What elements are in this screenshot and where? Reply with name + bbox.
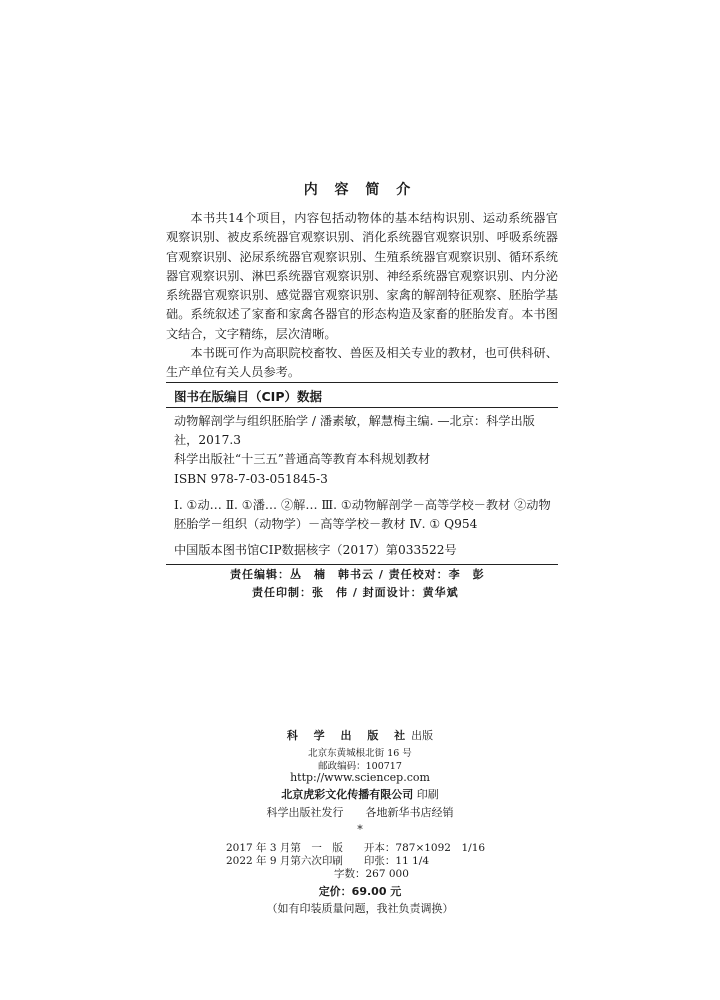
publisher-address: 北京东黄城根北街 16 号: [308, 748, 412, 759]
publisher-line: [0, 727, 720, 743]
cip-title: 图书在版编目（CIP）数据: [174, 389, 322, 404]
publisher-postcode: 邮政编码：100717: [318, 761, 402, 772]
credits-editors: 责任编辑：丛 楠 韩书云 / 责任校对：李 彭: [230, 568, 485, 581]
word-count: 字数：267 000: [334, 868, 409, 880]
cip-classification: Ⅰ. ①动… Ⅱ. ①潘… ②解… Ⅲ. ①动物解剖学－高等学校－教材 ②动物胚胎学－组织（动物学）－高等学校－教材 Ⅳ. ① Q954: [174, 498, 551, 531]
printer-line: [0, 786, 720, 802]
publisher-url: http://www.sciencep.com: [290, 771, 430, 784]
printer-role: 印刷: [416, 788, 439, 801]
distribution-line: 科学出版社发行 各地新华书店经销: [266, 806, 454, 819]
cip-isbn: ISBN 978-7-03-051845-3: [174, 472, 328, 486]
summary-text: [166, 209, 558, 383]
edition-line: 2017 年 3 月第 一 版 开本：787×1092 1/16: [226, 842, 486, 854]
credits-production: 责任印制：张 伟 / 封面设计：黄华斌: [252, 586, 459, 599]
cip-title-responsibility: 动物解剖学与组织胚胎学 / 潘素敏，解慧梅主编. —北京：科学出版社，2017.3: [174, 414, 535, 447]
summary-paragraph-1: 本书共14个项目，内容包括动物体的基本结构识别、运动系统器官观察识别、被皮系统器官观察识别、消化系统器官观察识别、呼吸系统器官观察识别、泌尿系统器官观察识别、生殖系统器官观察识别、循环系统器官观察识别、淋巴系统器官观察识别、神经系统器官观察识别、内分泌系统器官观察识别、感觉器官观察识别、家禽的解剖特征观察、胚胎学基础。系统叙述了家畜和家禽各器官的形态构造及家畜的胚胎发育。本书图文结合，文字精练，层次清晰。: [166, 211, 558, 341]
cip-block: [166, 382, 558, 565]
cip-record-number: 中国版本图书馆CIP数据核字（2017）第033522号: [174, 543, 457, 557]
summary-paragraph-2: 本书既可作为高职院校畜牧、兽医及相关专业的教材，也可供科研、生产单位有关人员参考。: [166, 346, 558, 380]
summary-title: 内 容 简 介: [303, 182, 417, 198]
cip-series: 科学出版社“十三五”普通高等教育本科规划教材: [174, 452, 431, 466]
price: 定价：69.00 元: [318, 885, 402, 898]
printing-line: 2022 年 9 月第六次印刷 印张：11 1/4: [226, 855, 430, 867]
printer-name: 北京虎彩文化传播有限公司: [281, 788, 414, 801]
cip-record: [166, 407, 558, 565]
publisher-name: 科 学 出 版 社: [286, 729, 412, 742]
quality-notice: （如有印装质量问题，我社负责调换）: [266, 902, 454, 915]
separator-star: *: [357, 823, 363, 836]
publisher-role: 出版: [411, 729, 434, 742]
